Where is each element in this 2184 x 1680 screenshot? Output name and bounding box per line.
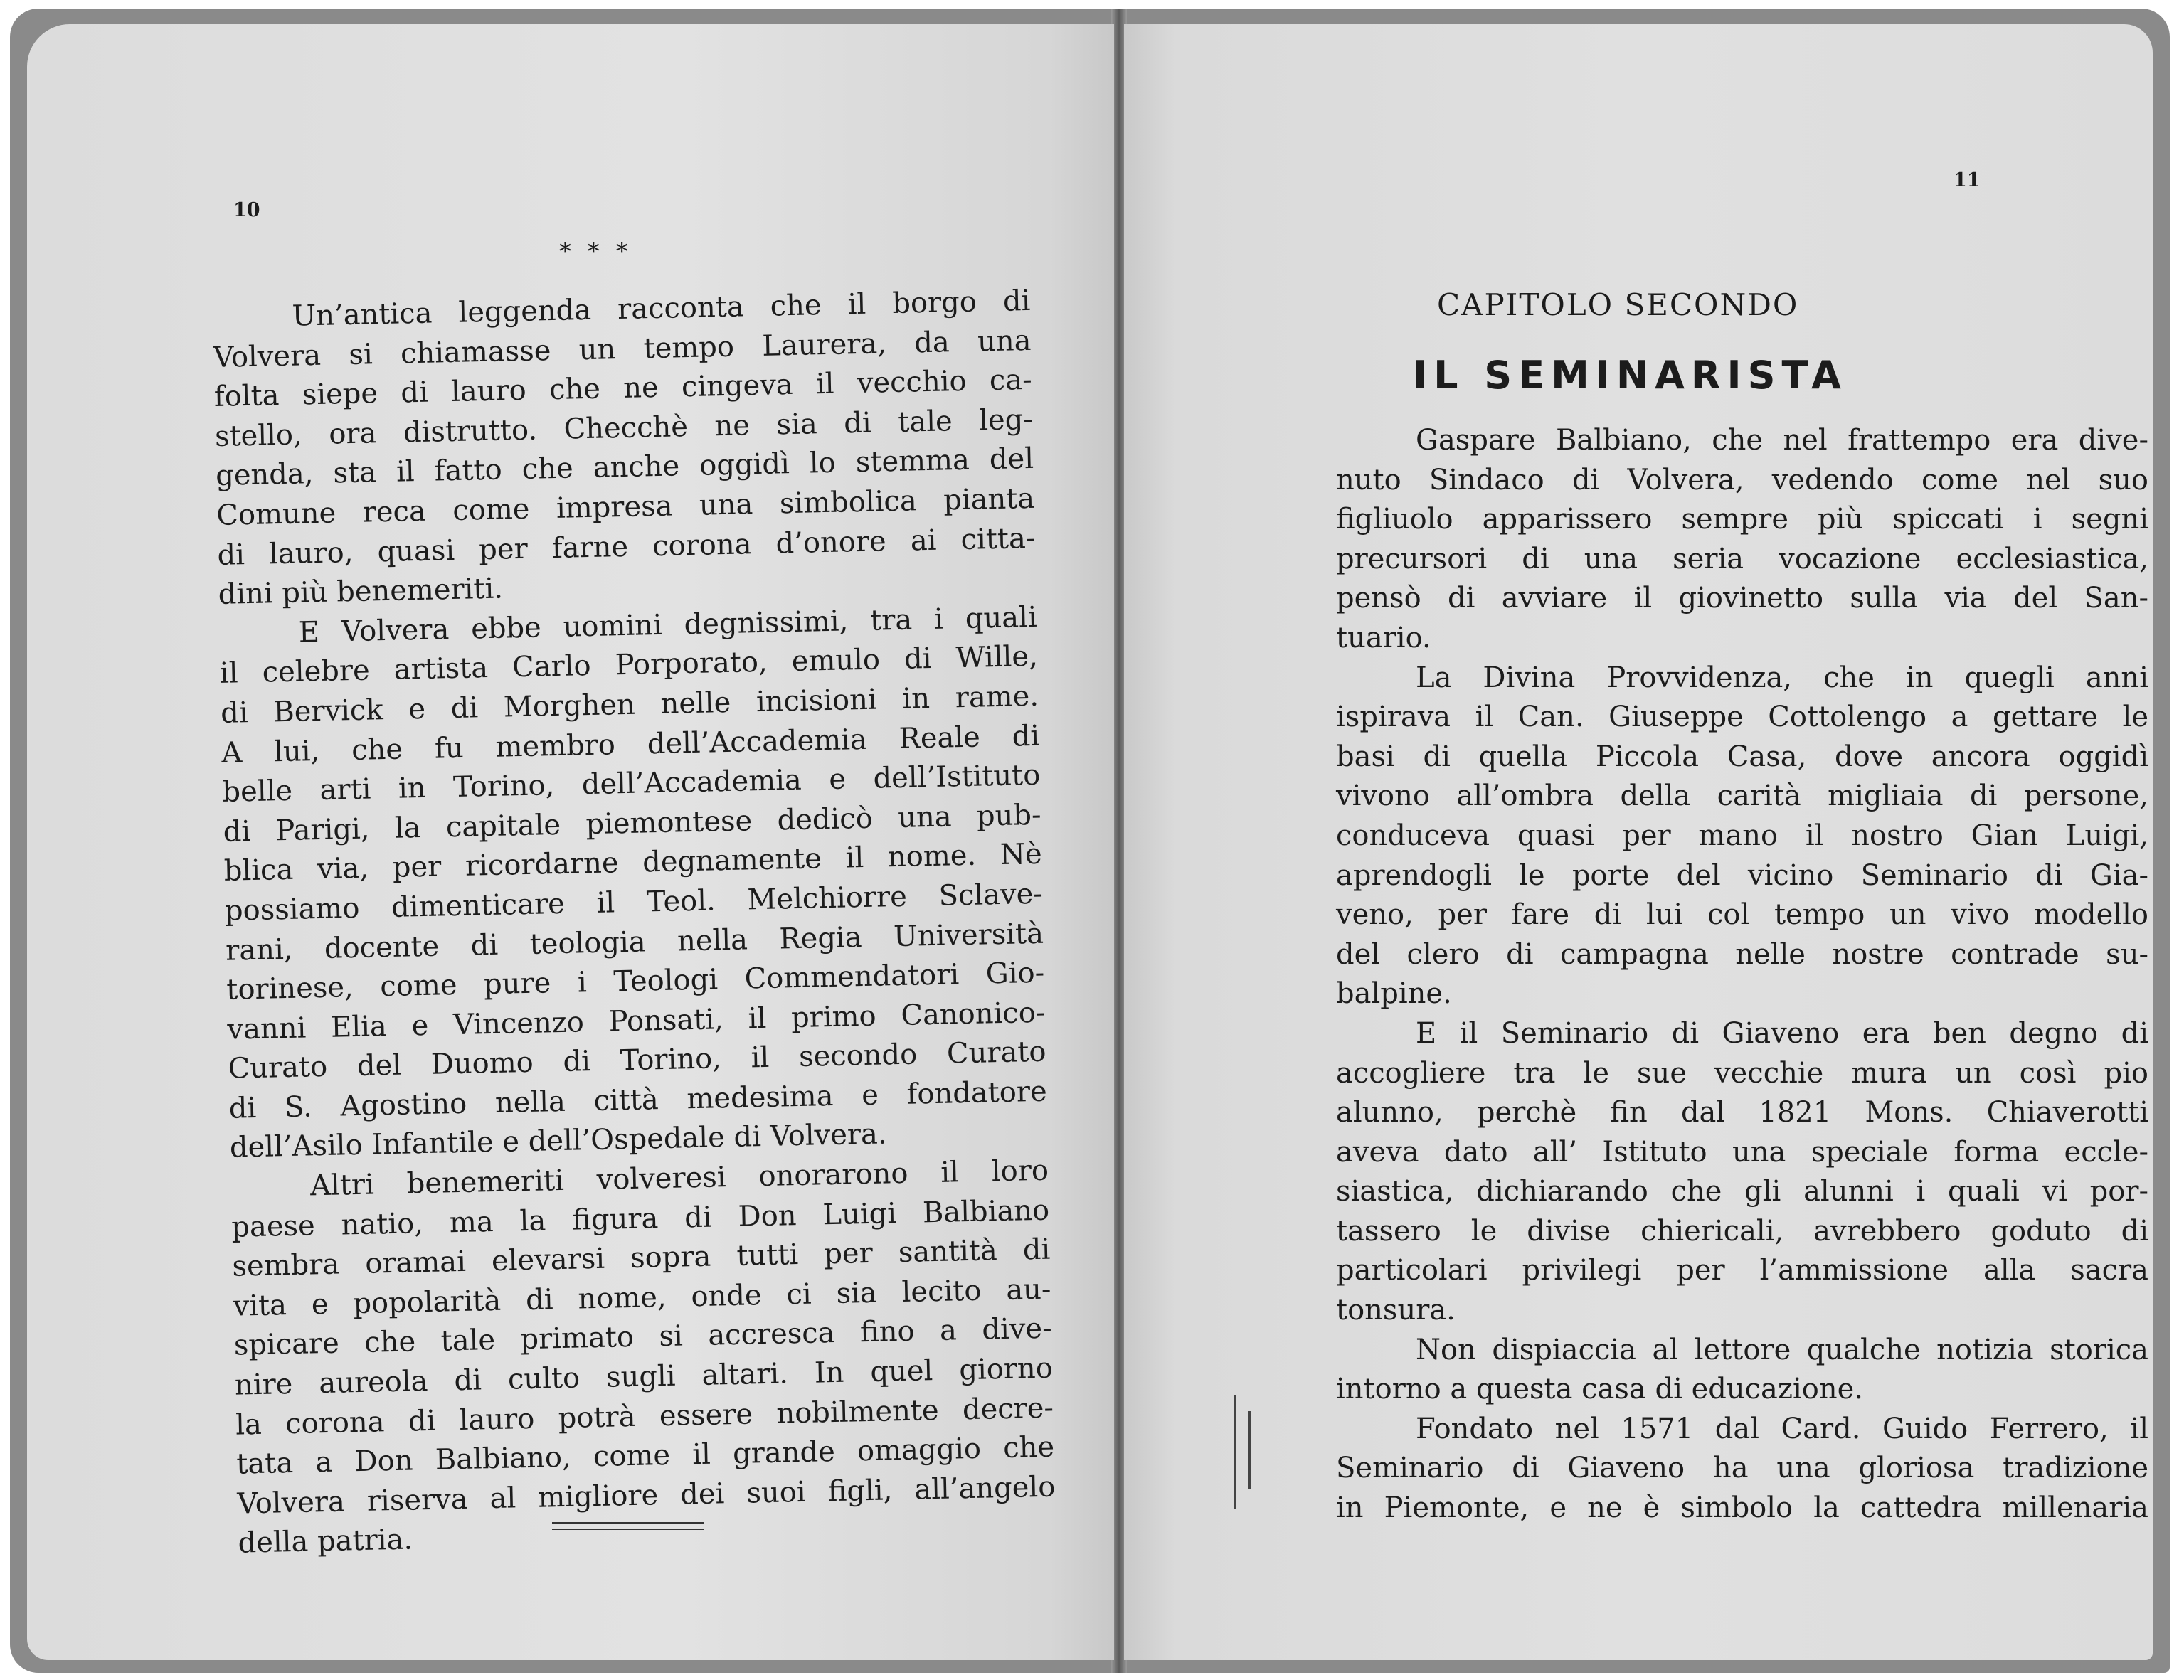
text-line: E Volvera ebbe uomini degnissimi, tra i quali bbox=[298, 600, 1038, 649]
text-line: Comune reca come impresa una simbolica pianta bbox=[216, 482, 1035, 532]
text-line: Un’antica leggenda racconta che il borgo di bbox=[292, 284, 1031, 333]
text-line: la corona di lauro potrà essere nobilmente decre- bbox=[235, 1391, 1054, 1442]
text-line: stello, ora distrutto. Checchè ne sia di tale leg- bbox=[214, 403, 1034, 453]
text-line: Altri benemeriti volveresi onorarono il loro bbox=[309, 1154, 1049, 1203]
text-line: precursori di una seria vocazione ecclesiastica, bbox=[1336, 542, 2148, 575]
book-spread bbox=[10, 9, 2170, 1673]
text-line: spicare che tale primato si accresca fino a dive- bbox=[233, 1312, 1053, 1363]
text-line: in Piemonte, e ne è simbolo la cattedra millenaria bbox=[1336, 1492, 2148, 1525]
text-line: tuario. bbox=[1336, 621, 1431, 654]
end-rule bbox=[552, 1522, 704, 1530]
text-line: sembra oramai elevarsi sopra tutti per santità di bbox=[232, 1233, 1051, 1283]
text-line: il celebre artista Carlo Porporato, emulo di Wille, bbox=[219, 640, 1039, 691]
text-line: A lui, che fu membro dell’Accademia Reale di bbox=[221, 719, 1040, 770]
text-line: possiamo dimenticare il Teol. Melchiorre Sclave- bbox=[224, 877, 1044, 927]
text-line: conduceva quasi per mano il nostro Gian Luigi, bbox=[1336, 819, 2148, 852]
text-line: La Divina Provvidenza, che in quegli anni bbox=[1416, 661, 2148, 694]
text-line: aprendogli le porte del vicino Seminario di Gia- bbox=[1336, 858, 2148, 892]
text-line: vita e popolarità di nome, onde ci sia lecito au- bbox=[233, 1272, 1051, 1323]
text-line: belle arti in Torino, dell’Accademia e dell’Istituto bbox=[222, 758, 1041, 809]
text-line: tonsura. bbox=[1336, 1294, 1456, 1327]
text-line: siastica, dichiarando che gli alunni i quali vi por- bbox=[1336, 1175, 2148, 1208]
text-line: Seminario di Giaveno ha una gloriosa tradizione bbox=[1336, 1452, 2148, 1485]
right-page bbox=[1124, 24, 2153, 1660]
text-line: vivono all’ombra della carità migliaia di persone, bbox=[1336, 780, 2148, 813]
text-line: Non dispiaccia al lettore qualche notizia storica bbox=[1416, 1333, 2148, 1366]
text-line: del clero di campagna nelle nostre contrade su- bbox=[1336, 937, 2148, 971]
text-line: genda, sta il fatto che anche oggidì lo stemma del bbox=[215, 442, 1034, 493]
page-number: 11 bbox=[1954, 169, 1981, 191]
page-number: 10 bbox=[233, 199, 260, 221]
text-line: dini più benemeriti. bbox=[218, 572, 504, 612]
text-line: basi di quella Piccola Casa, dove ancora oggidì bbox=[1336, 740, 2148, 773]
right-page-text bbox=[1336, 421, 2148, 1529]
text-line: torinese, come pure i Teologi Commendatori Gio- bbox=[226, 956, 1045, 1006]
left-page-text bbox=[212, 282, 1056, 1564]
text-line: dell’Asilo Infantile e dell’Ospedale di Volvera. bbox=[229, 1117, 888, 1165]
left-page bbox=[27, 24, 1114, 1660]
text-line: folta siepe di lauro che ne cingeva il vecchio ca- bbox=[213, 363, 1033, 414]
text-line: di lauro, quasi per farne corona d’onore ai citta- bbox=[217, 521, 1036, 572]
text-line: particolari privilegi per l’ammissione alla sacra bbox=[1336, 1254, 2148, 1287]
text-line: Volvera riserva al migliore dei suoi figli, all’angelo bbox=[237, 1470, 1056, 1521]
text-line: balpine. bbox=[1336, 977, 1452, 1011]
text-line: Volvera si chiamasse un tempo Laurera, da una bbox=[213, 324, 1032, 374]
text-line: Gaspare Balbiano, che nel frattempo era dive- bbox=[1416, 424, 2148, 457]
text-line: E il Seminario di Giaveno era ben degno di bbox=[1416, 1016, 2148, 1050]
text-line: alunno, perchè fin dal 1821 Mons. Chiaverotti bbox=[1336, 1096, 2148, 1129]
chapter-title: IL SEMINARISTA bbox=[1413, 353, 1848, 398]
text-line: nire aureola di culto sugli altari. In quel giorno bbox=[234, 1351, 1054, 1402]
text-line: rani, docente di teologia nella Regia Università bbox=[225, 917, 1044, 967]
text-line: blica via, per ricordarne degnamente il nome. Nè bbox=[223, 838, 1043, 888]
section-ornament: * * * bbox=[559, 238, 632, 266]
text-line: ispirava il Can. Giuseppe Cottolengo a gettare le bbox=[1336, 701, 2148, 734]
text-line: accogliere tra le sue vecchie mura un così pio bbox=[1336, 1056, 2148, 1090]
text-line: Curato del Duomo di Torino, il secondo Curato bbox=[228, 1035, 1046, 1086]
text-line: vanni Elia e Vincenzo Ponsati, il primo Canonico- bbox=[227, 996, 1046, 1046]
text-line: di S. Agostino nella città medesima e fondatore bbox=[228, 1075, 1048, 1125]
chapter-label: CAPITOLO SECONDO bbox=[1437, 287, 1799, 322]
text-line: figliuolo apparissero sempre più spiccati i segni bbox=[1336, 503, 2148, 536]
text-line: di Parigi, la capitale piemontese dedicò una pub- bbox=[223, 798, 1041, 849]
text-line: di Bervick e di Morghen nelle incisioni in rame. bbox=[220, 679, 1039, 730]
text-line: tata a Don Balbiano, come il grande omaggio che bbox=[235, 1430, 1055, 1481]
text-line: aveva dato all’ Istituto una speciale forma eccle- bbox=[1336, 1135, 2148, 1169]
text-line: tassero le divise chiericali, avrebbero goduto di bbox=[1336, 1214, 2148, 1248]
text-line: veno, per fare di lui col tempo un vivo modello bbox=[1336, 898, 2148, 932]
text-line: nuto Sindaco di Volvera, vedendo come nel suo bbox=[1336, 463, 2148, 496]
text-line: pensò di avviare il giovinetto sulla via del San- bbox=[1336, 582, 2148, 615]
margin-pencil-mark bbox=[1248, 1411, 1251, 1489]
text-line: Fondato nel 1571 dal Card. Guido Ferrero, il bbox=[1416, 1412, 2148, 1445]
text-line: della patria. bbox=[238, 1523, 413, 1561]
margin-pencil-mark bbox=[1234, 1395, 1236, 1509]
text-line: intorno a questa casa di educazione. bbox=[1336, 1373, 1863, 1406]
text-line: paese natio, ma la figura di Don Luigi Balbiano bbox=[230, 1193, 1050, 1244]
